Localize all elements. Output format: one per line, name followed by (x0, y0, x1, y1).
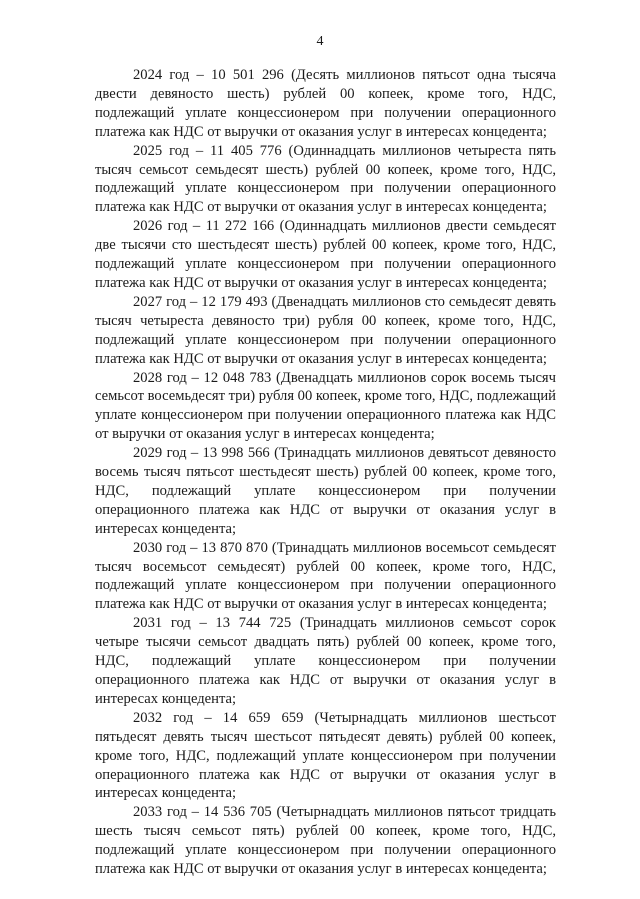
payment-paragraph-2028: 2028 год – 12 048 783 (Двенадцать миллионов сорок восемь тысяч семьсот восемьдесят три) рубля 00 копеек, кроме того, НДС, подлежащий уплате концессионером при получении операционного платежа как НДС от выручки от оказания услуг в интересах концедента; (95, 369, 556, 443)
payment-paragraph-2029: 2029 год – 13 998 566 (Тринадцать миллионов девятьсот девяносто восемь тысяч пятьсот шестьдесят шесть) рублей 00 копеек, кроме того, НДС, подлежащий уплате концессионером при получении операционного платежа как НДС от выручки от оказания услуг в интересах концедента; (95, 445, 556, 537)
payment-paragraph-2024: 2024 год – 10 501 296 (Десять миллионов пятьсот одна тысяча двести девяносто шесть) рублей 00 копеек, кроме того, НДС, подлежащий уплате концессионером при получении операционного платежа как НДС от выручки от оказания услуг в интересах концедента; (95, 67, 556, 140)
payment-paragraph-2033: 2033 год – 14 536 705 (Четырнадцать миллионов пятьсот тридцать шесть тысяч семьсот пять) рублей 00 копеек, кроме того, НДС, подлежащий уплате концессионером при получении операционного платежа как НДС от выручки от оказания услуг в интересах концедента; (95, 804, 556, 878)
page-number: 4 (316, 34, 324, 49)
payment-paragraph-2025: 2025 год – 11 405 776 (Одиннадцать миллионов четыреста пять тысяч семьсот семьдесят шесть) рублей 00 копеек, кроме того, НДС, подлежащий уплате концессионером при получении операционного платежа как НДС от выручки от оказания услуг в интересах концедента; (95, 142, 556, 216)
payment-paragraph-2030: 2030 год – 13 870 870 (Тринадцать миллионов восемьсот семьдесят тысяч восемьсот семьдесят) рублей 00 копеек, кроме того, НДС, подлежащий уплате концессионером при получении операционного платежа как НДС от выручки от оказания услуг в интересах концедента; (95, 539, 556, 613)
payment-paragraph-2026: 2026 год – 11 272 166 (Одиннадцать миллионов двести семьдесят две тысячи сто шестьдесят шесть) рублей 00 копеек, кроме того, НДС, подлежащий уплате концессионером при получении операционного платежа как НДС от выручки от оказания услуг в интересах концедента; (95, 218, 556, 291)
payment-paragraph-2027: 2027 год – 12 179 493 (Двенадцать миллионов сто семьдесят девять тысяч четыреста девяносто три) рубля 00 копеек, кроме того, НДС, подлежащий уплате концессионером при получении операционного платежа как НДС от выручки от оказания услуг в интересах концедента; (95, 293, 556, 367)
payment-paragraph-2031: 2031 год – 13 744 725 (Тринадцать миллионов семьсот сорок четыре тысячи семьсот двадцать пять) рублей 00 копеек, кроме того, НДС, подлежащий уплате концессионером при получении операционного платежа как НДС от выручки от оказания услуг в интересах концедента; (95, 615, 556, 707)
document-body (95, 66, 556, 879)
payment-paragraph-2032: 2032 год – 14 659 659 (Четырнадцать миллионов шестьсот пятьдесят девять тысяч шестьсот пятьдесят девять) рублей 00 копеек, кроме того, НДС, подлежащий уплате концессионером при получении операционного платежа как НДС от выручки от оказания услуг в интересах концедента; (95, 709, 556, 802)
